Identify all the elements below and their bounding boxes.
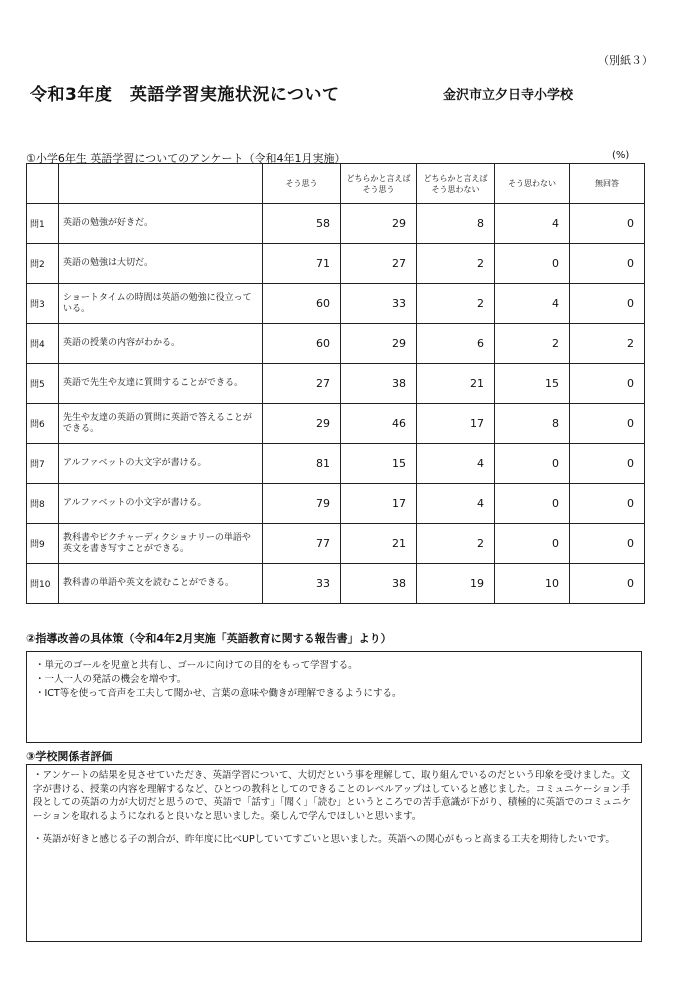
table-row xyxy=(27,324,645,364)
percent-cell: 10 xyxy=(495,564,570,604)
percent-cell: 77 xyxy=(263,524,341,564)
percent-cell: 0 xyxy=(570,364,645,404)
percent-cell: 2 xyxy=(417,284,495,324)
percent-cell: 4 xyxy=(417,444,495,484)
improvement-item: ・ICT等を使って音声を工夫して聞かせ、言葉の意味や働きが理解できるようにする。 xyxy=(35,688,402,699)
question-text: 英語で先生や友達に質問することができる。 xyxy=(59,364,263,404)
percent-cell: 46 xyxy=(341,404,417,444)
table-row xyxy=(27,444,645,484)
evaluation-box xyxy=(26,764,642,942)
question-text: 英語の勉強は大切だ。 xyxy=(59,244,263,284)
page-title: 令和3年度 英語学習実施状況について xyxy=(30,85,340,105)
percent-cell: 15 xyxy=(341,444,417,484)
percent-cell: 27 xyxy=(263,364,341,404)
question-text: ショートタイムの時間は英語の勉強に役立っている。 xyxy=(59,284,263,324)
percent-cell: 2 xyxy=(570,324,645,364)
percent-cell: 0 xyxy=(570,284,645,324)
percent-cell: 0 xyxy=(570,204,645,244)
table-row xyxy=(27,244,645,284)
percent-cell: 8 xyxy=(495,404,570,444)
question-text: 先生や友達の英語の質問に英語で答えることができる。 xyxy=(59,404,263,444)
column-header: そう思う xyxy=(263,164,341,204)
survey-table xyxy=(26,163,645,604)
question-text: 教科書の単語や英文を読むことができる。 xyxy=(59,564,263,604)
question-number: 問3 xyxy=(27,284,59,324)
table-header-row xyxy=(27,164,645,204)
percent-cell: 2 xyxy=(417,524,495,564)
column-header: そう思わない xyxy=(495,164,570,204)
question-number: 問7 xyxy=(27,444,59,484)
question-number: 問4 xyxy=(27,324,59,364)
column-header: どちらかと言えば そう思う xyxy=(341,164,417,204)
percent-cell: 8 xyxy=(417,204,495,244)
table-row xyxy=(27,524,645,564)
percent-cell: 79 xyxy=(263,484,341,524)
table-row xyxy=(27,564,645,604)
unit-label: (%) xyxy=(612,150,630,161)
evaluation-paragraph: ・アンケートの結果を見させていただき、英語学習について、大切だという事を理解して、取り組んでいるのだという印象を受けました。文字が書ける、授業の内容を理解するなど、ひとつの教科としてのできることのレベルアップはしていると感じました。コミュニケーション手段としての英語の力が大切だと思うので、英語で「話す」「聞く」「読む」というところでの苦手意識が下がり、積極的に英語でのコミュニケーションを取れるようになれると良いなと思いました。楽しんで学んでほしいと思います。 xyxy=(33,770,632,822)
question-text: 英語の勉強が好きだ。 xyxy=(59,204,263,244)
table-row xyxy=(27,204,645,244)
percent-cell: 0 xyxy=(495,524,570,564)
percent-cell: 58 xyxy=(263,204,341,244)
percent-cell: 60 xyxy=(263,324,341,364)
question-text: 教科書やピクチャーディクショナリーの単語や英文を書き写すことができる。 xyxy=(59,524,263,564)
percent-cell: 19 xyxy=(417,564,495,604)
percent-cell: 0 xyxy=(495,244,570,284)
percent-cell: 4 xyxy=(417,484,495,524)
percent-cell: 38 xyxy=(341,564,417,604)
percent-cell: 0 xyxy=(495,444,570,484)
percent-cell: 0 xyxy=(570,244,645,284)
percent-cell: 33 xyxy=(263,564,341,604)
question-text: アルファベットの小文字が書ける。 xyxy=(59,484,263,524)
table-row xyxy=(27,404,645,444)
header-blank-question xyxy=(59,164,263,204)
question-text: アルファベットの大文字が書ける。 xyxy=(59,444,263,484)
column-header: 無回答 xyxy=(570,164,645,204)
question-number: 問10 xyxy=(27,564,59,604)
percent-cell: 4 xyxy=(495,204,570,244)
section2-heading: ②指導改善の具体策（令和4年2月実施「英語教育に関する報告書」より） xyxy=(26,632,392,645)
percent-cell: 29 xyxy=(341,324,417,364)
percent-cell: 27 xyxy=(341,244,417,284)
question-number: 問9 xyxy=(27,524,59,564)
header-blank-no xyxy=(27,164,59,204)
percent-cell: 2 xyxy=(495,324,570,364)
percent-cell: 0 xyxy=(570,404,645,444)
percent-cell: 15 xyxy=(495,364,570,404)
school-name: 金沢市立夕日寺小学校 xyxy=(443,88,574,103)
improvement-item: ・一人一人の発話の機会を増やす。 xyxy=(35,674,187,685)
percent-cell: 17 xyxy=(417,404,495,444)
question-number: 問5 xyxy=(27,364,59,404)
percent-cell: 60 xyxy=(263,284,341,324)
percent-cell: 0 xyxy=(570,444,645,484)
percent-cell: 6 xyxy=(417,324,495,364)
percent-cell: 71 xyxy=(263,244,341,284)
percent-cell: 4 xyxy=(495,284,570,324)
question-number: 問8 xyxy=(27,484,59,524)
percent-cell: 2 xyxy=(417,244,495,284)
question-number: 問2 xyxy=(27,244,59,284)
question-number: 問1 xyxy=(27,204,59,244)
percent-cell: 21 xyxy=(417,364,495,404)
column-header: どちらかと言えば そう思わない xyxy=(417,164,495,204)
question-text: 英語の授業の内容がわかる。 xyxy=(59,324,263,364)
attachment-label: （別紙３） xyxy=(598,54,653,67)
percent-cell: 29 xyxy=(341,204,417,244)
improvement-box xyxy=(26,651,642,743)
table-row xyxy=(27,284,645,324)
table-row xyxy=(27,364,645,404)
percent-cell: 38 xyxy=(341,364,417,404)
section3-heading: ③学校関係者評価 xyxy=(26,750,113,763)
section1-heading: ①小学6年生 英語学習についてのアンケート（令和4年1月実施） xyxy=(26,152,346,165)
evaluation-paragraph: ・英語が好きと感じる子の割合が、昨年度に比べUPしていてすごいと思いました。英語への関心がもっと高まる工夫を期待したいです。 xyxy=(33,834,615,845)
percent-cell: 17 xyxy=(341,484,417,524)
percent-cell: 29 xyxy=(263,404,341,444)
percent-cell: 0 xyxy=(570,564,645,604)
percent-cell: 0 xyxy=(570,484,645,524)
improvement-item: ・単元のゴールを児童と共有し、ゴールに向けての目的をもって学習する。 xyxy=(35,660,358,671)
table-row xyxy=(27,484,645,524)
percent-cell: 81 xyxy=(263,444,341,484)
percent-cell: 33 xyxy=(341,284,417,324)
question-number: 問6 xyxy=(27,404,59,444)
percent-cell: 0 xyxy=(570,524,645,564)
percent-cell: 21 xyxy=(341,524,417,564)
percent-cell: 0 xyxy=(495,484,570,524)
